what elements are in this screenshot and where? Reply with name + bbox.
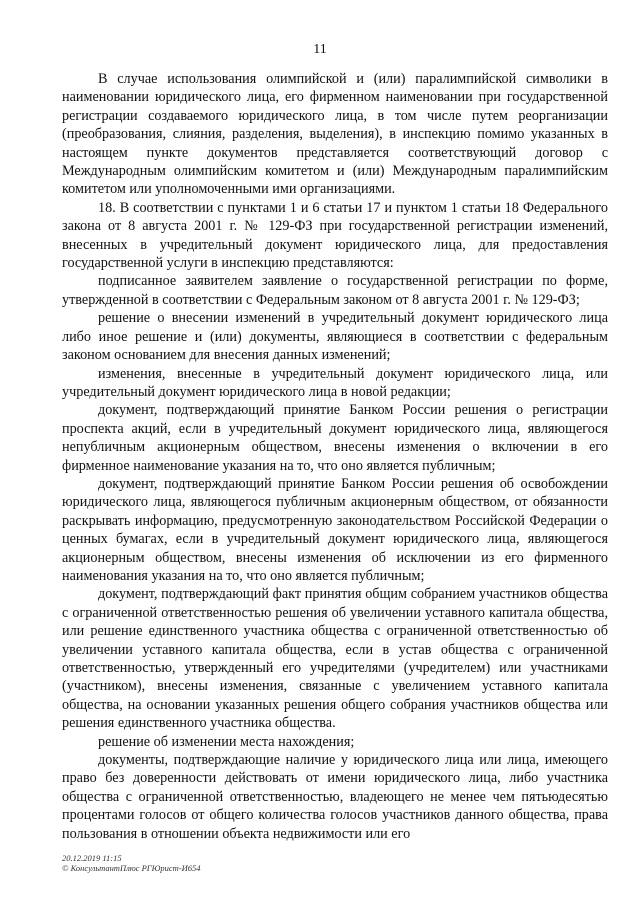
document-body [62, 70, 608, 843]
list-item-changes: изменения, внесенные в учредительный документ юридического лица, или учредительный документ юридического лица в новой редакции; [62, 365, 608, 400]
paragraph-olympic-symbols: В случае использования олимпийской и (или) паралимпийской символики в наименовании юридического лица, его фирменном наименовании при государственной регистрации создаваемого юридического лица, в том числе путем реорганизации (преобразования, слияния, разделения, выделения), в инспекцию помимо указанных в настоящем пункте документов представляется соответствующий договор с Международным олимпийским комитетом и (или) Международным паралимпийским комитетом или уполномоченными ими организациями. [62, 71, 608, 198]
list-item-decision: решение о внесении изменений в учредительный документ юридического лица либо иное решение и (или) документы, являющиеся в соответствии с федеральным законом основанием для внесения данных изменений; [62, 310, 608, 364]
footer-date: 20.12.2019 11:15 [62, 853, 122, 863]
list-item-capital-increase: документ, подтверждающий факт принятия общим собранием участников общества с ограниченной ответственностью решения об увеличении уставного капитала общества, или решение единственного участника общества с ограниченной ответственностью об увеличении уставного капитала общества, если в устав общества с ограниченной ответственностью, утвержденный его учредителями (учредителем) или участниками (участником), внесены изменения, связанные с увеличением уставного капитала общества, на основании указанных решения общего собрания участников общества или решения единственного участника общества. [62, 586, 608, 732]
list-item-prospectus: документ, подтверждающий принятие Банком России решения о регистрации проспекта акций, если в учредительный документ юридического лица, являющегося непубличным акционерным обществом, внесены изменения о включении в его фирменное наименование указания на то, что оно является публичным; [62, 402, 608, 474]
list-item-disclosure-exemption: документ, подтверждающий принятие Банком России решения об освобождении юридического лица, являющегося публичным акционерным обществом, от обязанности раскрывать информацию, предусмотренную законодательством Российской Федерации о ценных бумагах, если в учредительный документ юридического лица, являющегося акционерным обществом, внесены изменения об исключении из его фирменного наименования указания на то, что оно является публичным; [62, 475, 608, 584]
page-number: 11 [313, 42, 327, 57]
list-item-property-rights: документы, подтверждающие наличие у юридического лица или лица, имеющего право без доверенности действовать от имени юридического лица, либо участника общества с ограниченной ответственностью, владеющего не менее чем пятьюдесятью процентами голосов от общего количества голосов участников данного общества, права пользования в отношении объекта недвижимости или его [62, 752, 608, 842]
footer-source: © КонсультантПлюс РГЮрист-И654 [62, 863, 201, 873]
list-item-application: подписанное заявителем заявление о государственной регистрации по форме, утвержденной в соответствии с Федеральным законом от 8 августа 2001 г. № 129-ФЗ; [62, 273, 608, 308]
paragraph-18-intro: 18. В соответствии с пунктами 1 и 6 статьи 17 и пунктом 1 статьи 18 Федерального закона от 8 августа 2001 г. № 129-ФЗ при государственной регистрации изменений, внесенных в учредительный документ юридического лица, для предоставления государственной услуги в инспекцию представляются: [62, 199, 608, 272]
list-item-location-change: решение об изменении места нахождения; [98, 733, 355, 750]
footer-stamp [62, 853, 201, 873]
